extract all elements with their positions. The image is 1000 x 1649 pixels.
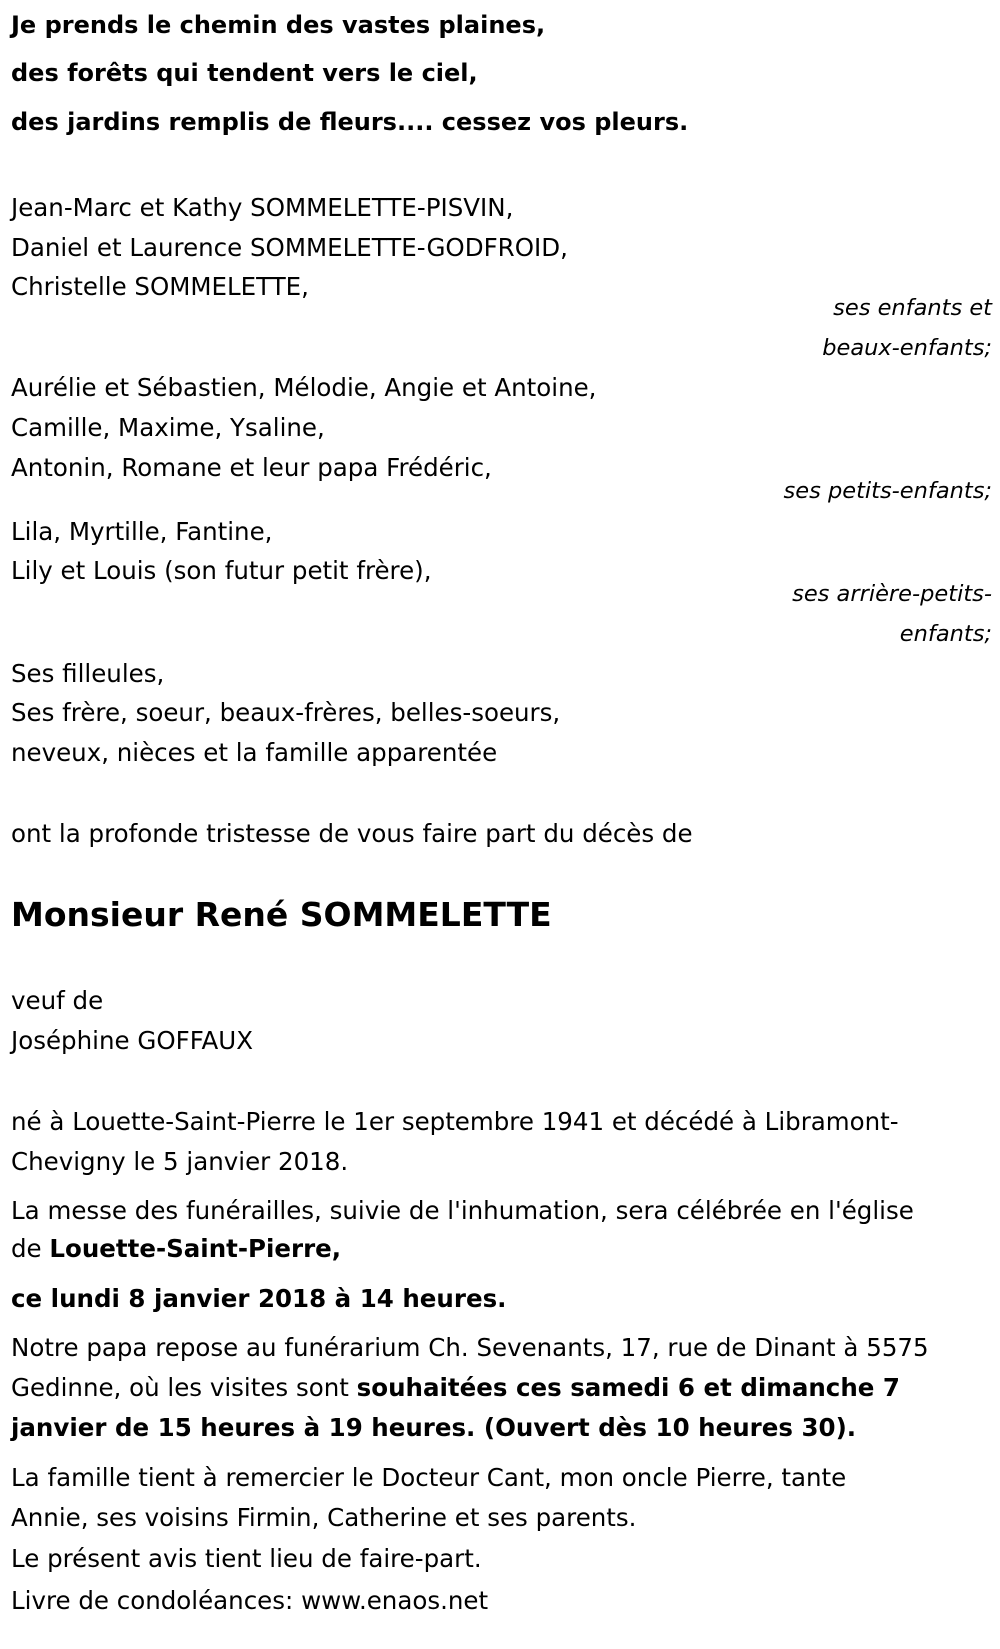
visitation-days: souhaitées ces samedi 6 et dimanche 7 [356,1373,900,1402]
children-line-2: Daniel et Laurence SOMMELETTE-GODFROID, [11,233,568,262]
children-relation-2: beaux-enfants; [822,335,992,361]
announcement-text: ont la profonde tristesse de vous faire part du décès de [11,819,693,848]
birth-death-line-2: Chevigny le 5 janvier 2018. [11,1147,349,1176]
great-grandchildren-relation-1: ses arrière-petits- [792,581,992,607]
grandchildren-line-1: Aurélie et Sébastien, Mélodie, Angie et Antoine, [11,373,597,402]
others-line-3: neveux, nièces et la famille apparentée [11,738,498,767]
grandchildren-line-2: Camille, Maxime, Ysaline, [11,413,325,442]
visitation-line-2 [11,1373,900,1402]
notice-text: Le présent avis tient lieu de faire-part. [11,1544,482,1573]
thanks-line-1: La famille tient à remercier le Docteur Cant, mon oncle Pierre, tante [11,1463,847,1492]
funeral-line-2 [11,1234,342,1263]
condolences-link[interactable]: www.enaos.net [301,1586,489,1615]
visitation-line-1: Notre papa repose au funérarium Ch. Sevenants, 17, rue de Dinant à 5575 [11,1333,929,1362]
great-grandchildren-relation-2: enfants; [899,621,992,647]
deceased-name: Monsieur René SOMMELETTE [11,895,552,934]
condolences-line [11,1586,489,1615]
visitation-line-3 [11,1413,857,1442]
poem-line-3: des jardins remplis de fleurs.... cessez vos pleurs. [11,108,689,136]
funeral-date-time-text: ce lundi 8 janvier 2018 à 14 heures. [11,1284,507,1313]
great-grandchildren-line-2: Lily et Louis (son futur petit frère), [11,556,432,585]
great-grandchildren-line-1: Lila, Myrtille, Fantine, [11,517,273,546]
funeral-church-name: Louette-Saint-Pierre, [49,1234,342,1263]
children-line-1: Jean-Marc et Kathy SOMMELETTE-PISVIN, [11,193,514,222]
widower-line-1: veuf de [11,986,104,1015]
others-line-2: Ses frère, soeur, beaux-frères, belles-soeurs, [11,698,561,727]
others-line-1: Ses filleules, [11,659,165,688]
grandchildren-relation: ses petits-enfants; [783,478,992,504]
grandchildren-line-3: Antonin, Romane et leur papa Frédéric, [11,453,492,482]
thanks-line-2: Annie, ses voisins Firmin, Catherine et ses parents. [11,1503,637,1532]
children-relation-1: ses enfants et [833,295,992,321]
funeral-date-time [11,1284,507,1313]
poem-line-1: Je prends le chemin des vastes plaines, [11,11,546,39]
poem-line-2: des forêts qui tendent vers le ciel, [11,59,478,87]
visitation-hours: janvier de 15 heures à 19 heures. (Ouvert dès 10 heures 30). [11,1413,857,1442]
visitation-prefix: Gedinne, où les visites sont [11,1373,357,1402]
funeral-church-prefix: de [11,1234,50,1263]
funeral-line-1: La messe des funérailles, suivie de l'inhumation, sera célébrée en l'église [11,1196,914,1225]
condolences-label: Livre de condoléances: [11,1586,302,1615]
widower-spouse-name: Joséphine GOFFAUX [11,1026,254,1055]
birth-death-line-1: né à Louette-Saint-Pierre le 1er septembre 1941 et décédé à Libramont- [11,1107,899,1136]
children-line-3: Christelle SOMMELETTE, [11,272,309,301]
